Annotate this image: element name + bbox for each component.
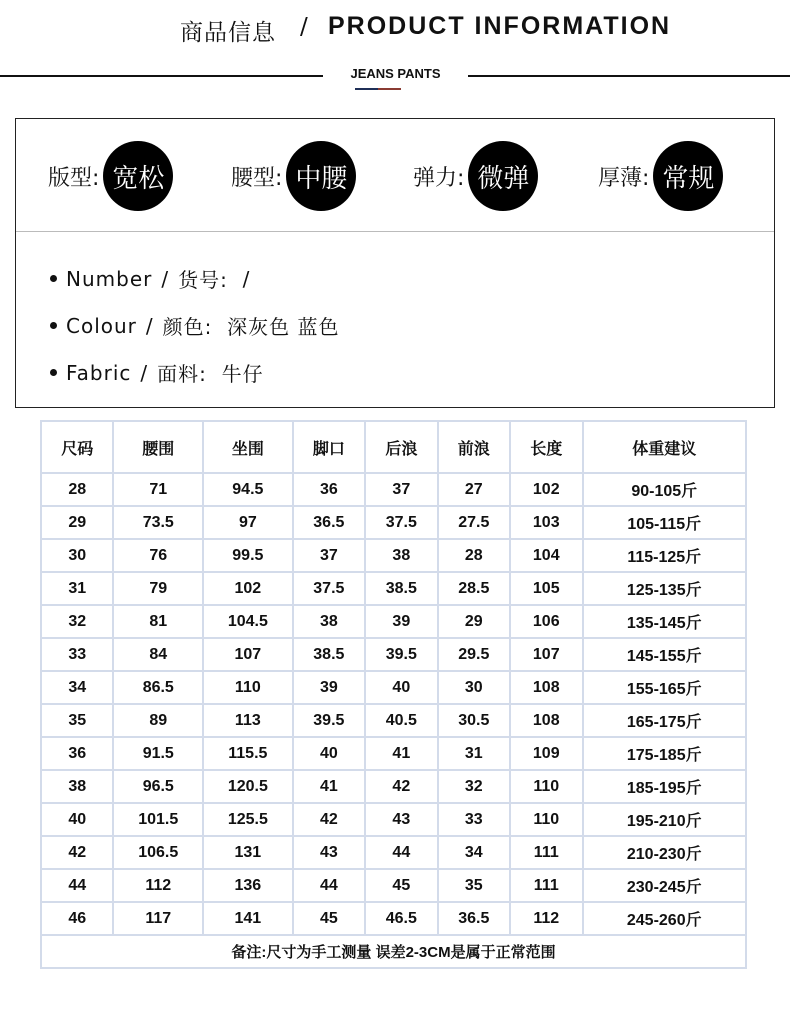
bullet-icon bbox=[50, 275, 57, 282]
column-header: 长度 bbox=[510, 421, 582, 473]
table-row bbox=[41, 605, 746, 638]
table-cell: 30 bbox=[438, 671, 510, 704]
table-cell: 38.5 bbox=[293, 638, 365, 671]
table-cell: 110 bbox=[510, 803, 582, 836]
table-cell: 43 bbox=[365, 803, 437, 836]
table-cell: 73.5 bbox=[113, 506, 203, 539]
column-header: 坐围 bbox=[203, 421, 293, 473]
table-cell: 103 bbox=[510, 506, 582, 539]
table-cell: 37.5 bbox=[365, 506, 437, 539]
column-header: 腰围 bbox=[113, 421, 203, 473]
table-cell: 45 bbox=[365, 869, 437, 902]
table-cell: 40.5 bbox=[365, 704, 437, 737]
table-cell: 105-115斤 bbox=[583, 506, 747, 539]
attribute-label: 版型: bbox=[48, 165, 100, 191]
table-cell: 136 bbox=[203, 869, 293, 902]
accent-bar-red bbox=[378, 88, 401, 90]
table-cell: 79 bbox=[113, 572, 203, 605]
divider-right bbox=[468, 75, 790, 77]
table-row bbox=[41, 803, 746, 836]
table-cell: 195-210斤 bbox=[583, 803, 747, 836]
table-cell: 36.5 bbox=[438, 902, 510, 935]
table-cell: 120.5 bbox=[203, 770, 293, 803]
table-cell: 37 bbox=[293, 539, 365, 572]
table-cell: 30 bbox=[41, 539, 113, 572]
table-cell: 105 bbox=[510, 572, 582, 605]
page-header bbox=[0, 10, 790, 50]
table-cell: 32 bbox=[41, 605, 113, 638]
table-cell: 84 bbox=[113, 638, 203, 671]
bullet-icon bbox=[50, 369, 57, 376]
table-cell: 29 bbox=[438, 605, 510, 638]
spec-number: Number / 货号: / bbox=[50, 255, 339, 302]
column-header: 脚口 bbox=[293, 421, 365, 473]
table-cell: 96.5 bbox=[113, 770, 203, 803]
measurement-note: 备注:尺寸为手工测量 误差2-3CM是属于正常范围 bbox=[41, 935, 746, 968]
table-row bbox=[41, 539, 746, 572]
table-cell: 165-175斤 bbox=[583, 704, 747, 737]
table-cell: 81 bbox=[113, 605, 203, 638]
table-cell: 155-165斤 bbox=[583, 671, 747, 704]
table-cell: 97 bbox=[203, 506, 293, 539]
table-cell: 110 bbox=[203, 671, 293, 704]
table-cell: 210-230斤 bbox=[583, 836, 747, 869]
table-cell: 125-135斤 bbox=[583, 572, 747, 605]
table-header-row bbox=[41, 421, 746, 473]
table-cell: 35 bbox=[438, 869, 510, 902]
table-cell: 35 bbox=[41, 704, 113, 737]
table-cell: 90-105斤 bbox=[583, 473, 747, 506]
table-cell: 76 bbox=[113, 539, 203, 572]
table-cell: 185-195斤 bbox=[583, 770, 747, 803]
table-cell: 29 bbox=[41, 506, 113, 539]
table-cell: 109 bbox=[510, 737, 582, 770]
table-cell: 131 bbox=[203, 836, 293, 869]
table-cell: 34 bbox=[41, 671, 113, 704]
table-row bbox=[41, 770, 746, 803]
table-cell: 112 bbox=[113, 869, 203, 902]
table-cell: 107 bbox=[510, 638, 582, 671]
table-cell: 108 bbox=[510, 704, 582, 737]
accent-bar-blue bbox=[355, 88, 378, 90]
table-row bbox=[41, 869, 746, 902]
table-cell: 46.5 bbox=[365, 902, 437, 935]
table-cell: 27 bbox=[438, 473, 510, 506]
title-cn: 商品信息 bbox=[180, 20, 276, 46]
table-cell: 117 bbox=[113, 902, 203, 935]
attribute-badge: 宽松 bbox=[103, 141, 173, 211]
table-row bbox=[41, 473, 746, 506]
column-header: 后浪 bbox=[365, 421, 437, 473]
attribute-badge: 微弹 bbox=[468, 141, 538, 211]
table-cell: 101.5 bbox=[113, 803, 203, 836]
table-cell: 41 bbox=[293, 770, 365, 803]
table-cell: 141 bbox=[203, 902, 293, 935]
table-cell: 115.5 bbox=[203, 737, 293, 770]
table-cell: 104.5 bbox=[203, 605, 293, 638]
table-cell: 94.5 bbox=[203, 473, 293, 506]
table-cell: 230-245斤 bbox=[583, 869, 747, 902]
table-cell: 42 bbox=[365, 770, 437, 803]
attribute-waist bbox=[231, 141, 356, 211]
table-cell: 31 bbox=[438, 737, 510, 770]
table-cell: 40 bbox=[41, 803, 113, 836]
table-cell: 39.5 bbox=[365, 638, 437, 671]
column-header: 尺码 bbox=[41, 421, 113, 473]
attribute-thickness bbox=[598, 141, 723, 211]
table-cell: 27.5 bbox=[438, 506, 510, 539]
table-cell: 111 bbox=[510, 836, 582, 869]
title-separator: / bbox=[300, 14, 308, 40]
table-cell: 113 bbox=[203, 704, 293, 737]
bullet-icon bbox=[50, 322, 57, 329]
table-cell: 175-185斤 bbox=[583, 737, 747, 770]
table-cell: 41 bbox=[365, 737, 437, 770]
attributes-row bbox=[16, 119, 774, 232]
spec-fabric: Fabric / 面料: 牛仔 bbox=[50, 349, 339, 396]
attribute-label: 弹力: bbox=[413, 165, 465, 191]
table-cell: 33 bbox=[41, 638, 113, 671]
table-row bbox=[41, 506, 746, 539]
table-cell: 106.5 bbox=[113, 836, 203, 869]
column-header: 前浪 bbox=[438, 421, 510, 473]
table-cell: 37 bbox=[365, 473, 437, 506]
table-cell: 110 bbox=[510, 770, 582, 803]
table-cell: 44 bbox=[41, 869, 113, 902]
attribute-label: 腰型: bbox=[231, 165, 283, 191]
table-cell: 45 bbox=[293, 902, 365, 935]
table-row bbox=[41, 638, 746, 671]
attribute-label: 厚薄: bbox=[598, 165, 650, 191]
table-cell: 106 bbox=[510, 605, 582, 638]
table-cell: 38.5 bbox=[365, 572, 437, 605]
table-cell: 31 bbox=[41, 572, 113, 605]
table-cell: 39.5 bbox=[293, 704, 365, 737]
spec-list bbox=[50, 255, 339, 396]
table-cell: 32 bbox=[438, 770, 510, 803]
table-cell: 89 bbox=[113, 704, 203, 737]
table-cell: 104 bbox=[510, 539, 582, 572]
table-cell: 91.5 bbox=[113, 737, 203, 770]
title-en: PRODUCT INFORMATION bbox=[328, 12, 672, 40]
table-cell: 40 bbox=[365, 671, 437, 704]
table-row bbox=[41, 836, 746, 869]
table-cell: 36.5 bbox=[293, 506, 365, 539]
attribute-badge: 常规 bbox=[653, 141, 723, 211]
table-cell: 38 bbox=[293, 605, 365, 638]
table-cell: 43 bbox=[293, 836, 365, 869]
table-cell: 38 bbox=[41, 770, 113, 803]
table-cell: 125.5 bbox=[203, 803, 293, 836]
table-row bbox=[41, 572, 746, 605]
table-cell: 102 bbox=[203, 572, 293, 605]
subtitle: JEANS PANTS bbox=[350, 66, 441, 81]
table-cell: 71 bbox=[113, 473, 203, 506]
table-row bbox=[41, 671, 746, 704]
table-cell: 108 bbox=[510, 671, 582, 704]
table-cell: 40 bbox=[293, 737, 365, 770]
table-cell: 36 bbox=[293, 473, 365, 506]
table-cell: 28 bbox=[438, 539, 510, 572]
table-cell: 42 bbox=[293, 803, 365, 836]
table-cell: 38 bbox=[365, 539, 437, 572]
product-info-box bbox=[15, 118, 775, 408]
attribute-fit bbox=[48, 141, 173, 211]
table-row bbox=[41, 737, 746, 770]
table-note-row bbox=[41, 935, 746, 968]
table-cell: 111 bbox=[510, 869, 582, 902]
table-cell: 115-125斤 bbox=[583, 539, 747, 572]
divider-left bbox=[0, 75, 323, 77]
table-cell: 44 bbox=[293, 869, 365, 902]
table-cell: 29.5 bbox=[438, 638, 510, 671]
table-row bbox=[41, 902, 746, 935]
table-cell: 99.5 bbox=[203, 539, 293, 572]
table-cell: 37.5 bbox=[293, 572, 365, 605]
table-cell: 33 bbox=[438, 803, 510, 836]
table-cell: 135-145斤 bbox=[583, 605, 747, 638]
attribute-stretch bbox=[413, 141, 538, 211]
size-chart-table bbox=[40, 420, 747, 969]
table-cell: 102 bbox=[510, 473, 582, 506]
spec-colour: Colour / 颜色: 深灰色 蓝色 bbox=[50, 302, 339, 349]
table-cell: 44 bbox=[365, 836, 437, 869]
table-cell: 86.5 bbox=[113, 671, 203, 704]
table-cell: 39 bbox=[293, 671, 365, 704]
column-header: 体重建议 bbox=[583, 421, 747, 473]
table-cell: 34 bbox=[438, 836, 510, 869]
table-cell: 36 bbox=[41, 737, 113, 770]
table-cell: 42 bbox=[41, 836, 113, 869]
table-cell: 30.5 bbox=[438, 704, 510, 737]
table-row bbox=[41, 704, 746, 737]
table-cell: 28 bbox=[41, 473, 113, 506]
table-cell: 107 bbox=[203, 638, 293, 671]
table-cell: 112 bbox=[510, 902, 582, 935]
table-cell: 145-155斤 bbox=[583, 638, 747, 671]
table-cell: 46 bbox=[41, 902, 113, 935]
attribute-badge: 中腰 bbox=[286, 141, 356, 211]
table-cell: 39 bbox=[365, 605, 437, 638]
table-cell: 245-260斤 bbox=[583, 902, 747, 935]
table-cell: 28.5 bbox=[438, 572, 510, 605]
